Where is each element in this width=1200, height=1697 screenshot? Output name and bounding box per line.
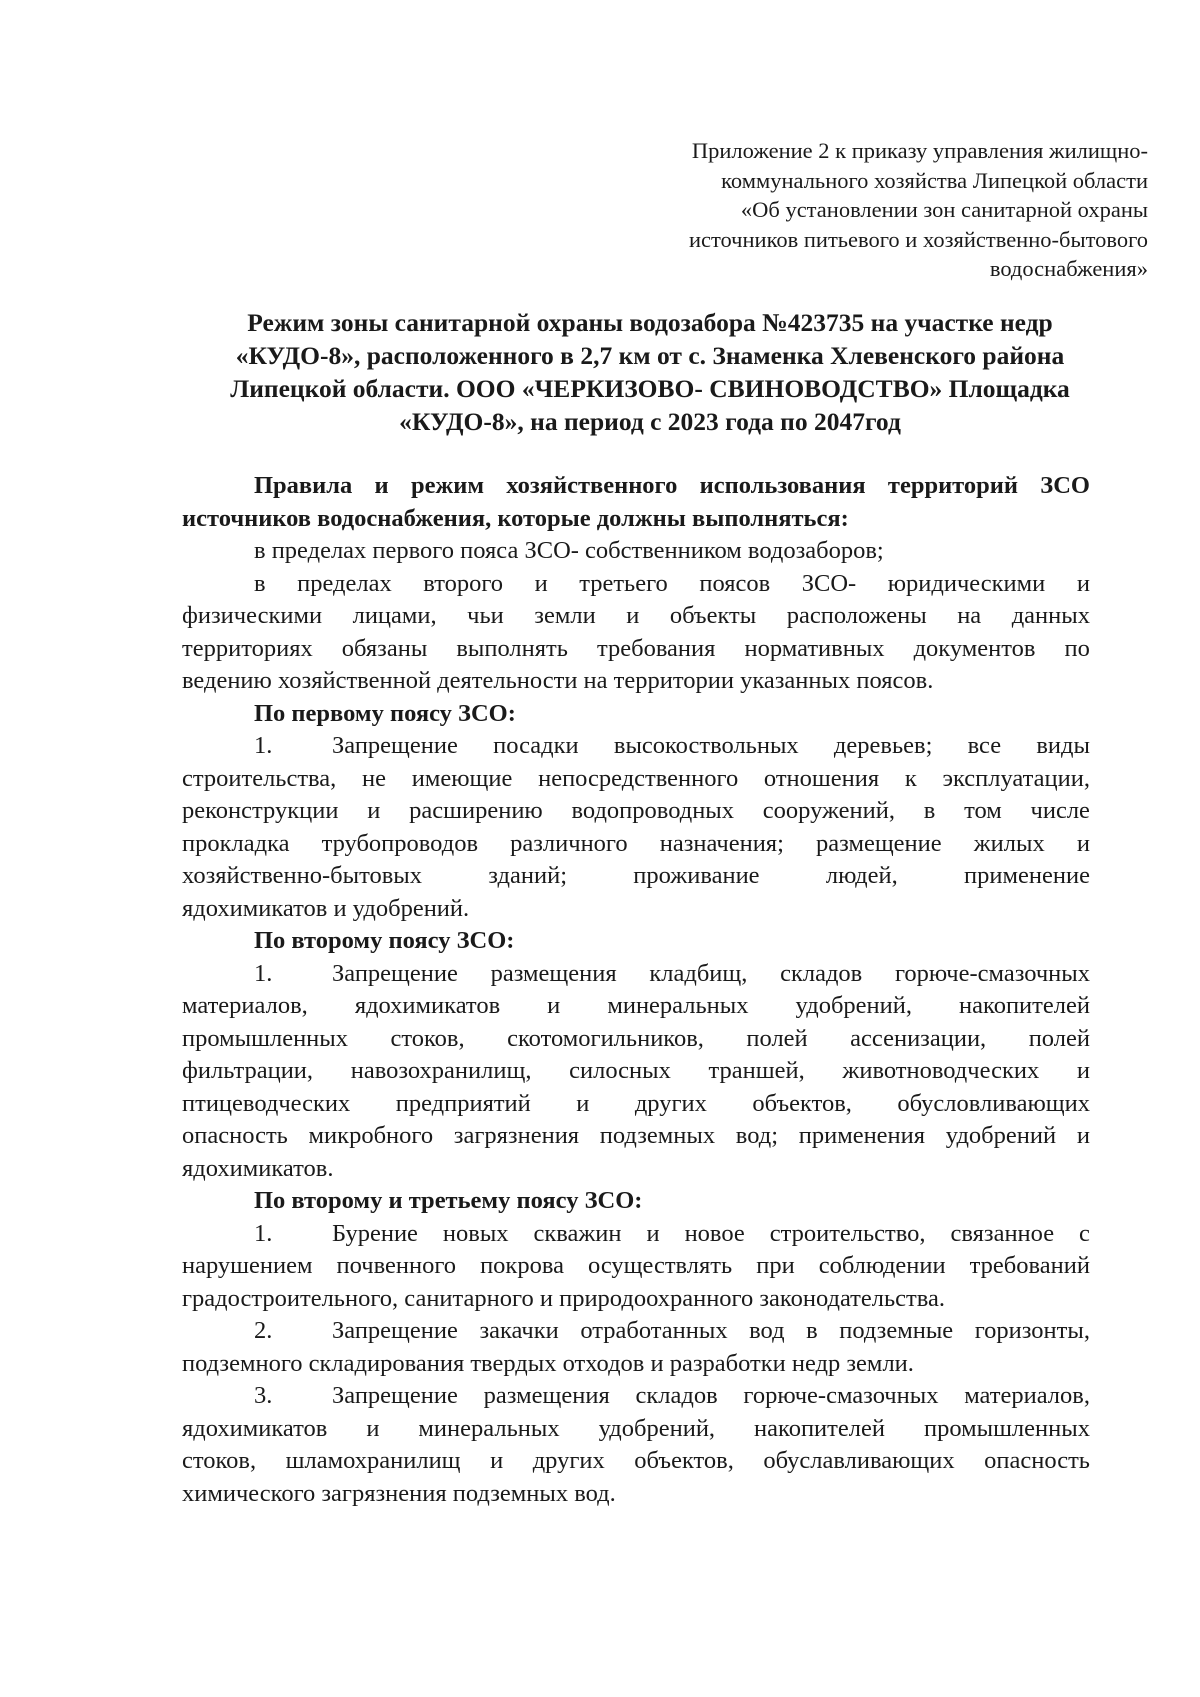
list-line-row xyxy=(182,860,1090,893)
list-item-first-line xyxy=(254,958,1090,991)
list-item-first-line xyxy=(254,1218,1090,1251)
header-line: коммунального хозяйства Липецкой области xyxy=(721,167,1148,193)
title-line: Режим зоны санитарной охраны водозабора №423735 на участке недр xyxy=(247,308,1053,337)
paragraph xyxy=(182,633,1090,666)
section-heading xyxy=(182,698,1090,731)
list-line: прокладка трубопроводов различного назначения; размещение жилых и xyxy=(182,829,1090,857)
list-item xyxy=(182,730,1090,763)
list-line-row xyxy=(182,893,1090,926)
paragraph xyxy=(182,568,1090,601)
list-line: химического загрязнения подземных вод. xyxy=(182,1479,616,1507)
list-line-row xyxy=(182,795,1090,828)
paragraph-line: в пределах первого пояса ЗСО- собственником водозаборов; xyxy=(254,537,884,564)
title-line: «КУДО-8», на период с 2023 года по 2047год xyxy=(399,407,901,436)
list-line: Бурение новых скважин и новое строительство, связанное с xyxy=(332,1219,1090,1247)
paragraph-line: территориях обязаны выполнять требования нормативных документов по xyxy=(182,634,1090,662)
paragraph-line: в пределах второго и третьего поясов ЗСО- юридическими и xyxy=(254,569,1090,597)
list-number: 1. xyxy=(254,732,273,759)
list-line: реконструкции и расширению водопроводных сооружений, в том числе xyxy=(182,797,1090,824)
list-line: ядохимикатов и удобрений. xyxy=(182,894,470,922)
list-line: нарушением почвенного покрова осуществлять при соблюдении требований xyxy=(182,1252,1090,1279)
list-line: Запрещение посадки высокоствольных деревьев; все виды xyxy=(332,732,1090,759)
list-item xyxy=(182,1315,1090,1348)
paragraph-line: физическими лицами, чьи земли и объекты расположены на данных xyxy=(182,602,1090,629)
list-line: материалов, ядохимикатов и минеральных удобрений, накопителей xyxy=(182,992,1090,1019)
rules-heading-line: источников водоснабжения, которые должны выполняться: xyxy=(182,504,849,532)
list-line-row xyxy=(182,1413,1090,1446)
list-item-first-line xyxy=(254,730,1090,763)
zone23-heading: По второму и третьему поясу ЗСО: xyxy=(254,1187,643,1214)
paragraph xyxy=(182,600,1090,633)
list-line-row xyxy=(182,1445,1090,1478)
list-line: стоков, шламохранилищ и других объектов, обуславливающих опасность xyxy=(182,1447,1090,1474)
paragraph xyxy=(182,535,1090,568)
document-body xyxy=(182,470,1090,1510)
list-item xyxy=(182,1218,1090,1251)
list-line: Запрещение размещения кладбищ, складов горюче-смазочных xyxy=(332,959,1090,987)
list-item-first-line xyxy=(254,1380,1090,1413)
list-line-row xyxy=(182,1348,1090,1381)
list-line-row xyxy=(182,1153,1090,1186)
rules-heading xyxy=(182,503,1090,536)
title-line: «КУДО-8», расположенного в 2,7 км от с. Знаменка Хлевенского района xyxy=(235,341,1065,370)
paragraph xyxy=(182,665,1090,698)
list-line: промышленных стоков, скотомогильников, полей ассенизации, полей xyxy=(182,1024,1090,1052)
list-line: градостроительного, санитарного и природоохранного законодательства. xyxy=(182,1284,945,1312)
list-line-row xyxy=(182,1250,1090,1283)
list-number: 1. xyxy=(254,959,273,987)
section-heading xyxy=(182,925,1090,958)
list-line: птицеводческих предприятий и других объектов, обусловливающих xyxy=(182,1089,1090,1117)
document-title xyxy=(160,306,1140,438)
list-line: ядохимикатов. xyxy=(182,1154,334,1182)
list-line: опасность микробного загрязнения подземных вод; применения удобрений и xyxy=(182,1122,1090,1149)
list-line-row xyxy=(182,828,1090,861)
zone2-heading: По второму поясу ЗСО: xyxy=(254,927,515,954)
list-line: Запрещение закачки отработанных вод в подземные горизонты, xyxy=(332,1317,1090,1344)
list-line: Запрещение размещения складов горюче-смазочных материалов, xyxy=(332,1382,1090,1409)
zone1-heading: По первому поясу ЗСО: xyxy=(254,699,516,727)
rules-heading xyxy=(182,470,1090,503)
section-heading xyxy=(182,1185,1090,1218)
list-number: 1. xyxy=(254,1219,273,1247)
header-line: водоснабжения» xyxy=(989,256,1148,282)
list-number: 3. xyxy=(254,1382,273,1409)
list-line-row xyxy=(182,1478,1090,1511)
list-line-row xyxy=(182,990,1090,1023)
list-item xyxy=(182,1380,1090,1413)
header-line: источников питьевого и хозяйственно-бытового xyxy=(688,226,1148,252)
list-line: хозяйственно-бытовых зданий; проживание людей, применение xyxy=(182,862,1090,889)
paragraph-line: ведению хозяйственной деятельности на территории указанных поясов. xyxy=(182,667,934,694)
list-line: фильтрации, навозохранилищ, силосных траншей, животноводческих и xyxy=(182,1057,1090,1084)
list-line-row xyxy=(182,763,1090,796)
list-item-first-line xyxy=(254,1315,1090,1348)
list-line-row xyxy=(182,1283,1090,1316)
appendix-header xyxy=(588,136,1148,284)
list-item xyxy=(182,958,1090,991)
list-line-row xyxy=(182,1120,1090,1153)
list-line-row xyxy=(182,1023,1090,1056)
title-line: Липецкой области. ООО «ЧЕРКИЗОВО- СВИНОВОДСТВО» Площадка xyxy=(230,374,1070,403)
list-line: ядохимикатов и минеральных удобрений, накопителей промышленных xyxy=(182,1414,1090,1442)
rules-heading-line: Правила и режим хозяйственного использования территорий ЗСО xyxy=(254,472,1090,499)
header-line: Приложение 2 к приказу управления жилищно- xyxy=(691,138,1148,163)
list-line: подземного складирования твердых отходов и разработки недр земли. xyxy=(182,1349,914,1377)
list-number: 2. xyxy=(254,1317,273,1344)
header-line: «Об установлении зон санитарной охраны xyxy=(740,197,1148,223)
list-line-row xyxy=(182,1055,1090,1088)
list-line: строительства, не имеющие непосредственного отношения к эксплуатации, xyxy=(182,764,1090,792)
list-line-row xyxy=(182,1088,1090,1121)
